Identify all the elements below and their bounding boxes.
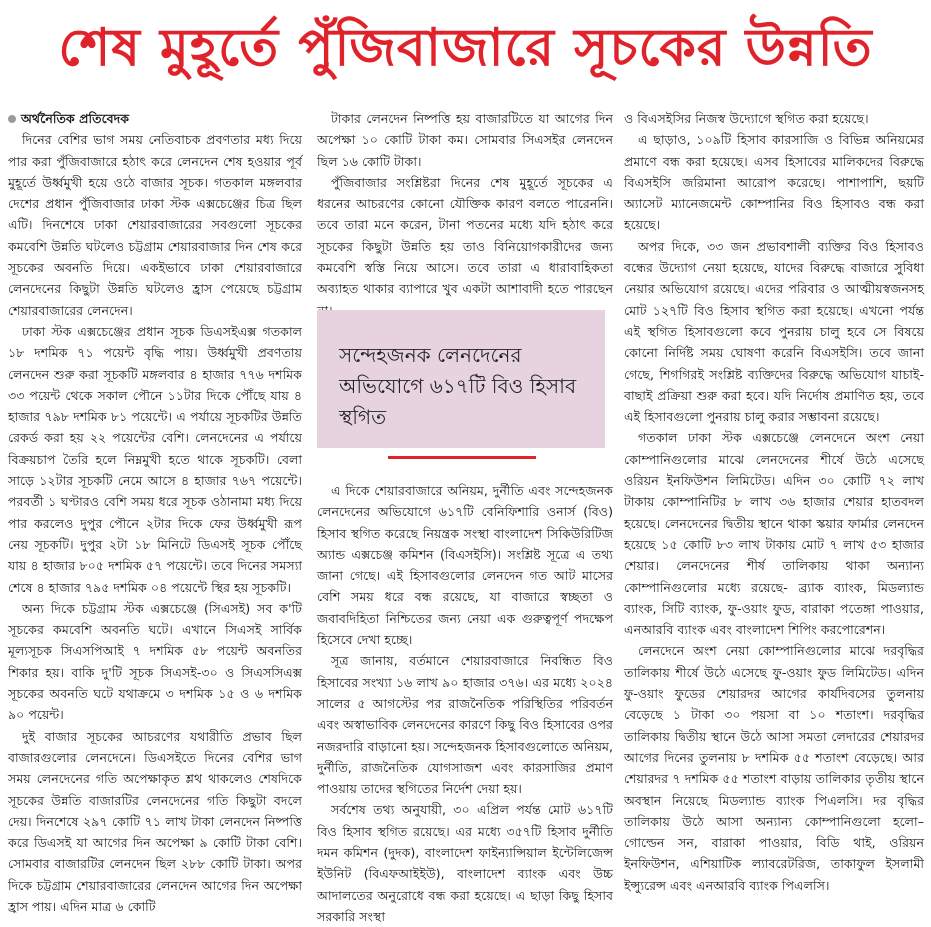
paragraph: সূত্র জানায়, বর্তমানে শেয়ারবাজারে নিবন্ধিত বিও হিসাবের সংখ্যা ১৬ লাখ ৯০ হাজার ৩৭৬। এর মধ্যে ২০২৪ সালের ৫ আগস্টের পর রাজনৈতিক পরিস্থিতির পরিবর্তন এবং অস্বাভাবিক লেনদেনের কারণে কিছু বিও হিসাবের ওপর নজরদারি বাড়ানো হয়। সন্দেহজনক হিসাবগুলোতে অনিয়ম, দুর্নীতি, রাজনৈতিক যোগসাজশ এবং কারসাজির প্রমাণ পাওয়ায় তাদের স্থগিতের নির্দেশ দেয়া হয়। (317, 653, 613, 797)
paragraph: পুঁজিবাজার সংশ্লিষ্টরা দিনের শেষ মুহূর্তে সূচকের এ ধরনের আচরণের কোনো যৌক্তিক কারণ বলতে পারেননি। তবে তারা মনে করেন, টানা পতনের মধ্যে যদি হঠাৎ করে সূচকের কিছুটা উন্নতি হয় তাও বিনিয়োগকারীদের জন্য কমবেশি স্বস্তি নিয়ে আসে। তবে তারা এ ধারাবাহিকতা অব্যাহত থাকার ব্যাপারে খুব একটা আশাবাদী হতে পারছেন (317, 174, 613, 297)
paragraph: এ ছাড়াও, ১০৯টি হিসাব কারসাজি ও বিভিন্ন অনিয়মের প্রমাণে বন্ধ করা হয়েছে। এসব হিসাবের মালিকদের বিরুদ্ধে বিএসইসি জরিমানা আরোপ করেছে। পাশাপাশি, ছয়টি অ্যাসেট ম্যানেজমেন্ট কোম্পানির বিও হিসাবও বন্ধ করা হয়েছে। (624, 132, 924, 233)
column-2-bottom (317, 480, 613, 927)
paragraph: টাকার লেনদেন নিষ্পত্তি হয় বাজারটিতে যা আগের দিন অপেক্ষা ১০ কোটি টাকা কম। সোমবার সিএসইর লেনদেন ছিল ১৬ কোটি টাকা। (317, 111, 613, 169)
paragraph: অপর দিকে, ৩৩ জন প্রভাবশালী ব্যক্তির বিও হিসাবও বন্ধের উদ্যোগ নেয়া হয়েছে, যাদের বিরুদ্ধে বাজারে সুবিধা নেয়ার অভিযোগ রয়েছে। এদের পরিবার ও আত্মীয়স্বজনসহ মোট ১২৭টি বিও হিসাব স্থগিত করা হয়েছে। এখনো পর্যন্ত এই স্থগিত হিসাবগুলো কবে পুনরায় চালু হবে সে বিষয়ে কোনো নির্দিষ্ট সময় ঘোষণা করেনি বিএসইসি। তবে জানা গেছে, শিগগিরই সংশ্লিষ্ট ব্যক্তিদের বিরুদ্ধে অভিযোগ যাচাই-বাছাই প্রক্রিয়া শুরু করা হবে। যদি নির্দোষ প্রমাণিত হয়, তবে এই হিসাবগুলো পুনরায় চালু করার সম্ভাবনা রয়েছে। (624, 238, 924, 425)
paragraph: এ দিকে শেয়ারবাজারে অনিয়ম, দুর্নীতি এবং সন্দেহজনক লেনদেনের অভিযোগে ৬১৭টি বেনিফিশারি ওনার্স (বিও) হিসাব স্থগিত করেছে নিয়ন্ত্রক সংস্থা বাংলাদেশ সিকিউরিটিজ অ্যান্ড এক্সচেঞ্জ কমিশন (বিএসইসি)। সংশ্লিষ্ট সূত্রে এ তথ্য জানা গেছে। এই হিসাবগুলোর লেনদেন গত আট মাসের বেশি সময় ধরে বন্ধ রয়েছে, যা বাজারে স্বচ্ছতা ও জবাবদিহিতা নিশ্চিতের জন্য নেয়া এক গুরুত্বপূর্ণ পদক্ষেপ হিসেবে দেখা হচ্ছে। (317, 483, 613, 648)
paragraph: গতকাল ঢাকা স্টক এক্সচেঞ্জে লেনদেনে অংশ নেয়া কোম্পানিগুলোর মাঝে লেনদেনের শীর্ষে উঠে এসেছে ওরিয়ন ইনফিউশন লিমিটেড। এদিন ৩০ কোটি ৭২ লাখ টাকায় কোম্পানিটির ৮ লাখ ৩৬ হাজার শেয়ার হাতবদল হয়েছে। লেনদেনের দ্বিতীয় স্থানে থাকা স্কয়ার ফার্মার লেনদেন হয়েছে ১৫ কোটি ৮৩ লাখ টাকায় মোট ৭ লাখ ৫৩ হাজার শেয়ার। লেনদেনের শীর্ষ তালিকায় থাকা অন্যান্য কোম্পানিগুলোর মধ্যে রয়েছে- ব্র্যাক ব্যাংক, মিডল্যান্ড ব্যাংক, সিটি ব্যাংক, ফু-ওয়াং ফুড, বারাকা পতেঙ্গা পাওয়ার, এনআরবি ব্যাংক এবং বাংলাদেশ শিপিং করপোরেশন। (624, 430, 924, 638)
paragraph: ও বিএসইসির নিজস্ব উদ্যোগে স্থগিত করা হয়েছে। (624, 111, 869, 126)
paragraph: ঢাকা স্টক এক্সচেঞ্জের প্রধান সূচক ডিএসইএক্স গতকাল ১৮ দশমিক ৭১ পয়েন্ট বৃদ্ধি পায়। উর্ধ্বমুখী প্রবণতায় লেনদেন শুরু করা সূচকটি মঙ্গলবার ৪ হাজার ৭৭৬ দশমিক ৩৩ পয়েন্ট থেকে সকাল পৌনে ১১টার দিকে পৌঁছে যায় ৪ হাজার ৭৯৮ দশমিক ৮১ পয়েন্টে। এ পর্যায়ে সূচকটির উন্নতি রেকর্ড করা হয় ২২ পয়েন্টের বেশি। লেনদেনের এ পর্যায়ে বিক্রয়চাপ তৈরি হলে নিম্নমুখী হতে থাকে সূচকটি। বেলা সাড়ে ১২টার সূচকটি নেমে আসে ৪ হাজার ৭৬৭ পয়েন্টে। পরবর্তী ১ ঘণ্টারও বেশি সময় ধরে সূচক ওঠানামা মধ্য দিয়ে পার করলেও দুপুর পৌনে ২টার দিকে ফের উর্ধ্বমুখী রূপ নেয় সূচকটি। দুপুর ২টা ১৮ মিনিটে ডিএসই সূচক পৌঁছে যায় ৪ হাজার ৮০৫ দশমিক ৫৭ পয়েন্টে। তবে দিনের সমস্যা শেষে ৪ হাজার ৭৯৫ দশমিক ০৪ পয়েন্টে স্থির হয় সূচকটি। (8, 323, 302, 595)
paragraph: দুই বাজার সূচকের আচরণের যথারীতি প্রভাব ছিল বাজারগুলোর লেনদেনে। ডিএসইতে দিনের বেশির ভাগ সময় লেনদেনের গতি অপেক্ষাকৃত শ্লথ থাকলেও শেষদিকে সূচকের উন্নতি বাজারটির লেনদেনের গতি কিছুটা বদলে দেয়। দিনশেষে ২৯৭ কোটি ৭১ লাখ টাকা লেনদেন নিষ্পত্তি করে ডিএসই যা আগের দিন অপেক্ষা ৯ কোটি টাকা বেশি। সোমবার বাজারটির লেনদেন ছিল ২৮৮ কোটি টাকা। অপর দিকে চট্টগ্রাম শেয়ারবাজারের লেনদেন আগের দিন অপেক্ষা হ্রাস পায়। এদিন মাত্র ৬ কোটি (8, 728, 302, 914)
column-2-top (317, 108, 613, 304)
column-3 (624, 108, 924, 916)
pull-quote-text: সন্দেহজনক লেনদেনের অভিযোগে ৬১৭টি বিও হিসাব স্থগিত (339, 343, 577, 429)
column-1 (8, 108, 302, 916)
paragraph: অন্য দিকে চট্টগ্রাম স্টক এক্সচেঞ্জে (সিএসই) সব ক'টি সূচকের কমবেশি অবনতি ঘটে। এখানে সিএসই সার্বিক মূল্যসূচক সিএসপিআই ৭ দশমিক ৫৮ পয়েন্ট অবনতির শিকার হয়। বাকি দু'টি সূচক সিএসই-৩০ ও সিএসসিএক্স সূচকের অবনতি ঘটে যথাক্রমে ৩ দশমিক ১৫ ও ৬ দশমিক ৯০ পয়েন্ট। (8, 600, 302, 723)
byline-text: অর্থনৈতিক প্রতিবেদক (21, 111, 130, 126)
paragraph: দিনের বেশির ভাগ সময় নেতিবাচক প্রবণতার মধ্য দিয়ে পার করা পুঁজিবাজারে হঠাৎ করে লেনদেন শেষ হওয়ার পূর্ব মুহূর্তে উর্ধ্বমুখী হয়ে ওঠে বাজার সূচক। গতকাল মঙ্গলবার দেশের প্রধান পুঁজিবাজার ঢাকা স্টক এক্সচেঞ্জের চিত্র ছিল এটি। দিনশেষে ঢাকা শেয়ারবাজারের সবগুলো সূচকের কমবেশি উন্নতি ঘটলেও চট্টগ্রাম শেয়ারবাজার দিন শেষ করে সূচকের অবনতি দিয়ে। একইভাবে ঢাকা শেয়ারবাজারে লেনদেনের কিছুটা উন্নতি ঘটলেও হ্রাস পেয়েছে চট্টগ্রাম শেয়ারবাজারের লেনদেন। (8, 132, 302, 318)
column-2 (317, 108, 613, 924)
pull-quote-box (317, 310, 605, 448)
byline (8, 108, 302, 129)
headline: শেষ মুহূর্তে পুঁজিবাজারে সূচকের উন্নতি (58, 18, 873, 78)
paragraph: সর্বশেষ তথ্য অনুযায়ী, ৩০ এপ্রিল পর্যন্ত মোট ৬১৭টি বিও হিসাব স্থগিত রয়েছে। এর মধ্যে ৩৫৭টি হিসাব দুর্নীতি দমন কমিশন (দুদক), বাংলাদেশ ফাইন্যান্সিয়াল ইন্টেলিজেন্স ইউনিট (বিএফআইইউ), বাংলাদেশ ব্যাংক এবং উচ্চ আদালতের অনুরোধে বন্ধ করা হয়েছে। এ ছাড়া কিছু হিসাব সরকারি সংস্থা (317, 802, 613, 924)
paragraph: লেনদেনে অংশ নেয়া কোম্পানিগুলোর মাঝে দরবৃদ্ধির তালিকায় শীর্ষে উঠে এসেছে ফু-ওয়াং ফুড লিমিটেড। এদিন ফু-ওয়াং ফুডের শেয়ারদর আগের কার্যদিবসের তুলনায় বেড়েছে ১ টাকা ৩০ পয়সা বা ১০ শতাংশ। দরবৃদ্ধির তালিকায় দ্বিতীয় স্থানে উঠে আসা সমতা লেদারের শেয়ারদর আগের দিনের তুলনায় ৮ দশমিক ৫৫ শতাংশ বেড়েছে। আর শেয়ারদর ৭ দশমিক ৫৫ শতাংশ বাড়ায় তালিকার তৃতীয় স্থানে অবস্থান নিয়েছে মিডল্যান্ড ব্যাংক পিএলসি। দর বৃদ্ধির তালিকায় উঠে আসা অন্যান্য কোম্পানিগুলো হলো– গোল্ডেন সন, বারাকা পাওয়ার, বিডি থাই, ওরিয়ন ইনফিউশন, এশিয়াটিক ল্যাবরেটরিজ, তাকাফুল ইসলামী ইন্স্যুরেন্স এবং এনআরবি ব্যাংক পিএলসি। (624, 643, 924, 893)
pull-quote-divider (388, 456, 536, 459)
bullet-dot-icon (8, 115, 16, 123)
